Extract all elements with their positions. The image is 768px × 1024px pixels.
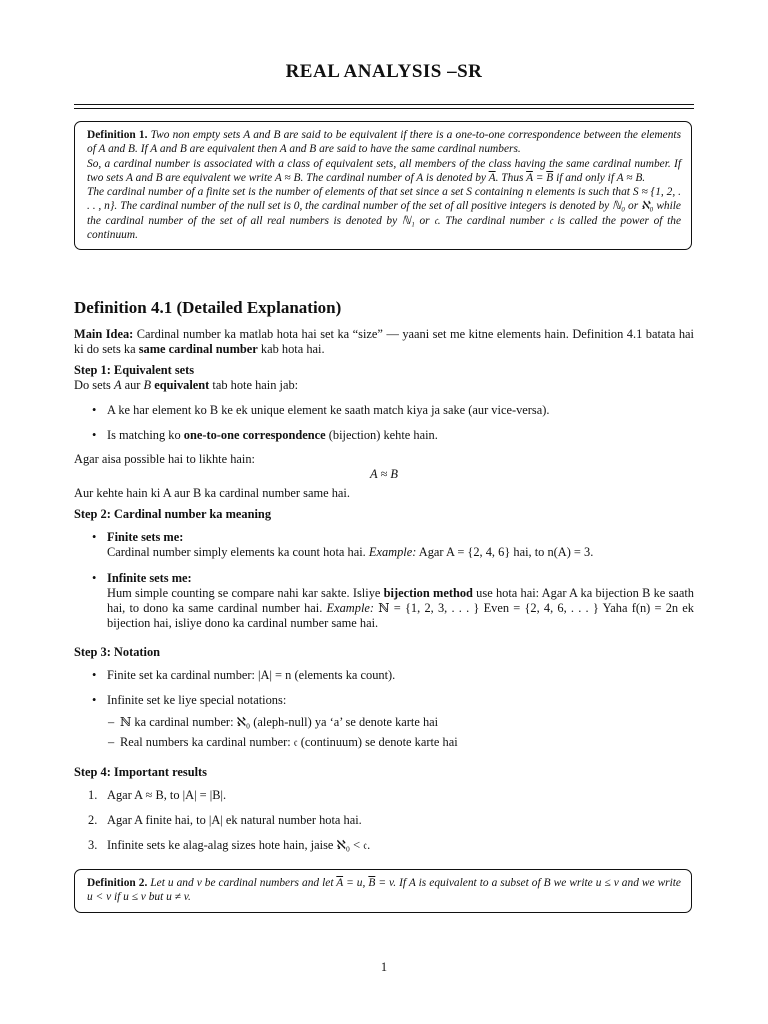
step-3-subitem-2: – Real numbers ka cardinal number: 𝔠 (continuum) se denote karte hai	[74, 735, 694, 750]
result-number-1: 1.	[88, 787, 98, 802]
a-bar-symbol-2: $\overline{A}$	[526, 171, 533, 184]
step-4-heading: Step 4: Important results	[74, 764, 207, 779]
equals-sign: =	[532, 171, 547, 184]
step-3-subitem-1: – ℕ ka cardinal number: ℵ₀ (aleph-null) ya ‘a’ se denote karte hai	[74, 715, 694, 730]
result-number-3: 3.	[88, 838, 98, 852]
definition-1-text-3: . Thus	[495, 171, 527, 184]
step-1-intro	[74, 378, 694, 393]
finite-text-2: Agar A = {2, 4, 6} hai, to n(A) = 3.	[416, 545, 594, 560]
infinite-text-1: Hum simple counting se compare nahi kar sakte. Isliye	[107, 585, 384, 600]
finite-label: Finite sets me:	[107, 530, 184, 545]
result-item-3	[74, 838, 694, 853]
page-title: REAL ANALYSIS –SR	[285, 61, 483, 82]
definition-1-paragraph-1	[87, 128, 681, 157]
definition-1-box	[74, 121, 692, 250]
definition-2-box	[74, 869, 692, 913]
finite-example-label: Example:	[368, 545, 417, 560]
step-3-subitems	[74, 715, 694, 749]
infinite-bold: bijection method	[383, 585, 473, 600]
infinite-text-3: ℕ = {1, 2, 3, . . . } Even = {2, 4, 6, . . . } Yaha f(n) = 2n ek bijection hai, isliye dono ka cardinal number same hai.	[107, 600, 694, 630]
b-bar-symbol-2: $\overline{B}$	[368, 877, 376, 889]
step-1-bullet-2-bold: one-to-one correspondence	[183, 427, 326, 442]
a-bar-symbol-3: $\overline{A}$	[336, 877, 344, 889]
step-1-intro-b: aur	[121, 378, 144, 393]
b-bar-symbol: $\overline{B}$	[546, 171, 554, 184]
step-1-bullets	[74, 403, 694, 443]
result-text-3: Infinite sets ke alag-alag sizes hote hain, jaise ℵ₀ < 𝔠.	[107, 838, 371, 852]
step-1-intro-bold: equivalent	[154, 378, 210, 393]
section-heading: Definition 4.1 (Detailed Explanation)	[74, 298, 342, 317]
main-idea-paragraph	[74, 327, 694, 357]
step-4-list	[74, 788, 694, 853]
title-rule-top	[74, 104, 694, 105]
step-1-intro-a: Do sets	[74, 378, 114, 393]
step-3-heading: Step 3: Notation	[74, 645, 161, 659]
definition-2-text-1: Let u and v be cardinal numbers and let	[150, 877, 337, 889]
step-3-bullet-2: • Infinite set ke liye special notations:	[74, 693, 694, 708]
definition-2-paragraph	[87, 876, 681, 905]
a-bar-symbol: $\overline{A}$	[488, 171, 496, 184]
step-3-bullet-1: • Finite set ka cardinal number: |A| = n (elements ka count).	[74, 668, 694, 683]
step-3-bullets	[74, 668, 694, 708]
step-1-conclusion: Aur kehte hain ki A aur B ka cardinal number same hai.	[74, 486, 350, 500]
main-idea-bold: same cardinal number	[138, 342, 258, 357]
title-rule-bottom	[74, 108, 694, 109]
equivalence-equation: A ≈ B	[370, 466, 398, 481]
step-1-bullet-2-a: Is matching ko	[107, 427, 184, 442]
main-idea-text-2: kab hota hai.	[257, 342, 325, 357]
definition-1-label: Definition 1.	[87, 129, 148, 141]
finite-text-1: Cardinal number simply elements ka count hota hai.	[107, 545, 369, 560]
definition-1-text-1: Two non empty sets A and B are said to be equivalent if there is a one-to-one correspondence between the elements of A and B. If A and B are equivalent then A and B are said to have the same cardinal numbers.	[87, 129, 681, 156]
set-a-symbol: A	[113, 378, 122, 393]
result-item-2	[74, 813, 694, 828]
step-1-intro-c: tab hote hain jab:	[209, 378, 299, 393]
result-number-2: 2.	[88, 812, 98, 827]
infinite-label: Infinite sets me:	[107, 570, 192, 585]
step-2-bullets	[74, 530, 694, 631]
step-1-heading: Step 1: Equivalent sets	[74, 363, 195, 378]
definition-2-text-2: = u,	[343, 877, 369, 889]
definition-1-paragraph-3: The cardinal number of a finite set is the number of elements of that set since a set S containing n elements is such that S ≈ {1, 2, . . . , n}. The cardinal number of the null set is 0, the cardinal number of the set of all positive integers is denoted by ℕ₀ or ℵ₀ while the cardinal number of the set of all real numbers is denoted by ℕ₁ or 𝔠. The cardinal number 𝔠 is called the power of the continuum.	[87, 186, 681, 242]
step-2-heading: Step 2: Cardinal number ka meaning	[74, 507, 272, 522]
step-1-bullet-2	[74, 428, 694, 443]
step-2-infinite-item	[74, 571, 694, 632]
infinite-text-2: use hota hai: Agar A ka bijection B ke saath hai, to dono ka same cardinal number hai.	[107, 585, 694, 615]
result-text-2: Agar A finite hai, to |A| ek natural number hota hai.	[107, 812, 362, 827]
result-item-1	[74, 788, 694, 803]
step-2-finite-item	[74, 530, 694, 560]
main-idea-text-1: Cardinal number ka matlab hota hai set ka “size” — yaani set me kitne elements hain. Definition 4.1 batata hai ki do sets ka	[74, 327, 694, 357]
definition-2-text-3: = v. If A is equivalent to a subset of B we write u ≤ v and we write u < v if u ≤ v but u ≠ v.	[87, 877, 681, 904]
main-idea-label: Main Idea:	[74, 327, 134, 341]
section-content	[74, 327, 694, 853]
step-1-bullet-1: • A ke har element ko B ke ek unique element ke saath match kiya ja sake (aur vice-versa).	[74, 403, 694, 418]
step-1-bullet-2-b: (bijection) kehte hain.	[325, 427, 438, 442]
result-text-1: Agar A ≈ B, to |A| = |B|.	[107, 787, 227, 802]
definition-1-paragraph-2	[87, 157, 681, 186]
page-number: 1	[380, 960, 388, 974]
definition-1-text-2: So, a cardinal number is associated with a class of equivalent sets, all members of the class having the same cardinal number. If two sets A and B are equivalent we write A ≈ B. The cardinal number of A is denoted by	[87, 157, 681, 184]
definition-2-label: Definition 2.	[87, 877, 148, 889]
definition-1-text-4: if and only if A ≈ B.	[553, 171, 646, 184]
step-1-after: Agar aisa possible hai to likhte hain:	[74, 451, 256, 466]
infinite-example-label: Example:	[326, 600, 375, 615]
set-b-symbol: B	[143, 378, 152, 393]
